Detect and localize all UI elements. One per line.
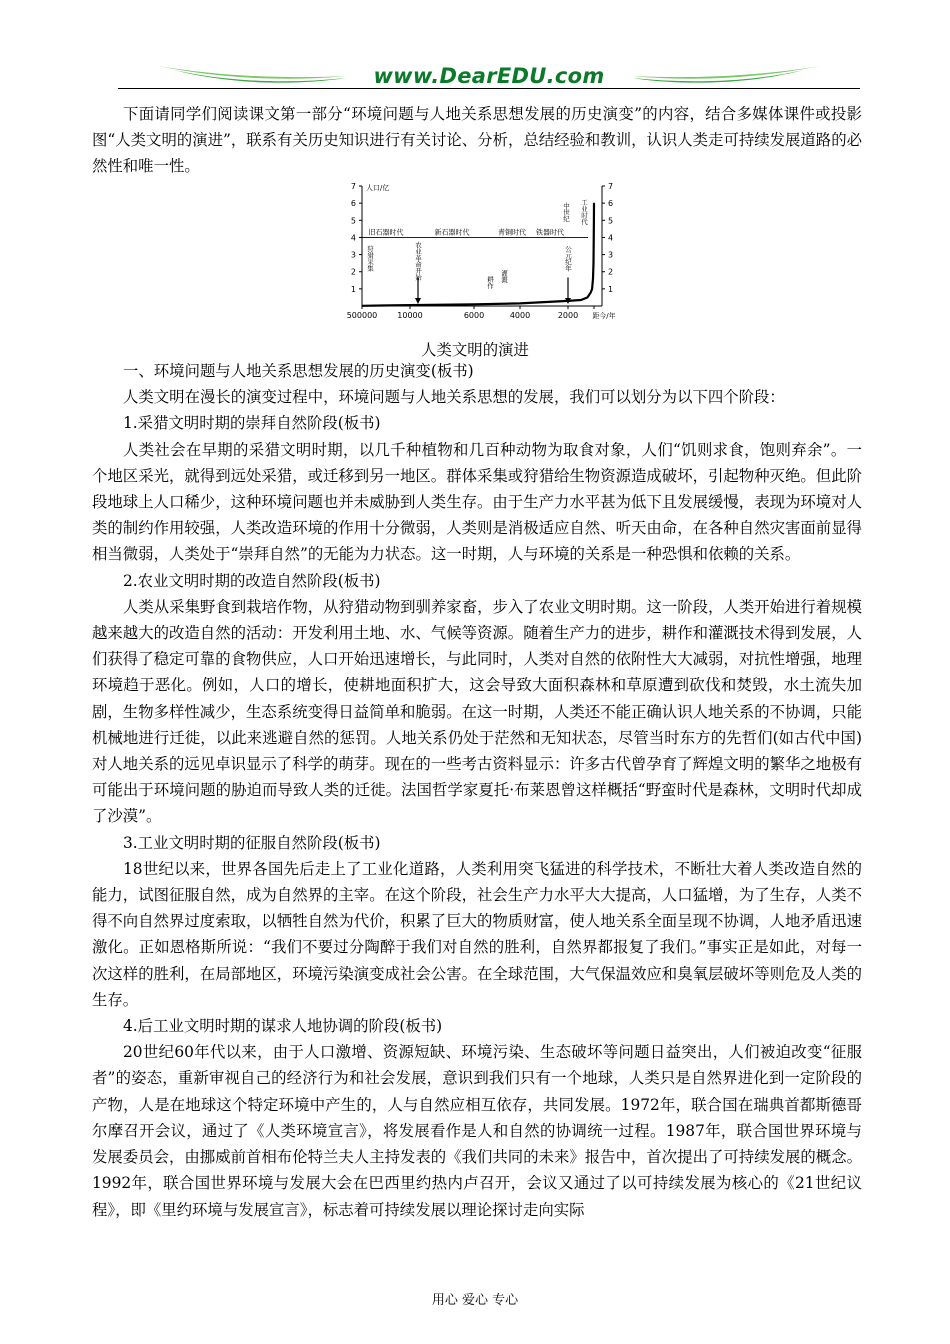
- agri-arrow-head: [415, 298, 421, 304]
- y-tick-label-right: 2: [608, 267, 614, 277]
- y-tick-label-left: 3: [350, 250, 356, 260]
- population-point: [361, 305, 362, 306]
- y-tick-label-left: 2: [350, 267, 356, 277]
- site-name[interactable]: www.DearEDU.com: [373, 64, 605, 88]
- x-tick-label: 10000: [397, 311, 423, 320]
- y-tick-label-right: 4: [608, 233, 614, 243]
- era-label: 青铜时代: [498, 228, 526, 237]
- population-point: [593, 220, 594, 221]
- event-label: 公元纪年: [564, 245, 572, 272]
- section-heading: 一、环境问题与人地关系思想发展的历史演变(板书): [123, 362, 474, 380]
- population-point: [593, 242, 594, 243]
- x-axis-label: 距今/年: [592, 312, 616, 320]
- era-label: 旧石器时代: [368, 228, 404, 237]
- population-point: [593, 203, 594, 204]
- y-tick-label-right: 1: [608, 284, 614, 294]
- y-tick-label-right: 3: [608, 250, 614, 260]
- x-tick-label: 2000: [557, 311, 579, 320]
- chart-caption: 人类文明的演进: [421, 341, 529, 359]
- y-tick-label-left: 1: [350, 284, 356, 294]
- section-paragraph: 人类社会在早期的采猎文明时期，以几千种植物和几百种动物为取食对象，人们“饥则求食，饱则弃余”。一个地区采光，就得到远处采猎，或迁移到另一地区。群体采集或狩猎给生物资源造成破坏，引起物种灭绝。但此阶段地球上人口稀少，这种环境问题也并未威胁到人类生存。由于生产力水平甚为低下且发展缓慢，表现为环境对人类的制约作用较强，人类改造环境的作用十分微弱，人类则是消极适应自然、听天由命，在各种自然灾害面前显得相当微弱，人类处于“崇拜自然”的无能为力状态。这一时期，人与环境的关系是一种恐惧和依赖的关系。: [92, 440, 862, 564]
- population-point: [591, 288, 592, 289]
- x-tick-label: 500000: [346, 311, 378, 320]
- era-label: 铁器时代: [536, 228, 564, 237]
- y-axis-label: 人口/亿: [366, 184, 390, 192]
- section-heading: 2.农业文明时期的改造自然阶段(板书): [123, 571, 381, 590]
- section-paragraph: 人类从采集野食到栽培作物，从狩猎动物到驯养家畜，步入了农业文明时期。这一阶段，人类开始进行着规模越来越大的改造自然的活动：开发利用土地、水、气候等资源。随着生产力的进步，耕作和灌溉技术得到发展，人们获得了稳定可靠的食物供应，人口开始迅速增长，与此同时，人类对自然的依附性大大减弱，对抗性增强，地理环境趋于恶化。例如，人口的增长，使耕地面积扩大，这会导致大面积森林和草原遭到砍伐和焚毁，水土流失加剧，生物多样性减少，生态系统变得日益简单和脆弱。在这一时期，人类还不能正确认识人地关系的不协调，只能机械地进行迁徙，以此来逃避自然的惩罚。人地关系仍处于茫然和无知状态，尽管当时东方的先哲们(如古代中国)对人地关系的远见卓识显示了科学的萌芽。现在的一些考古资料显示：许多古代曾孕育了辉煌文明的繁华之地极有可能出于环境问题的胁迫而导致人类的迁徙。法国哲学家夏托·布莱恩曾这样概括“野蛮时代是森林，文明时代却成了沙漠”。: [92, 597, 862, 826]
- population-point: [593, 263, 594, 264]
- page-footer: 用心 爱心 专心: [431, 1293, 519, 1308]
- era-label: 中世纪: [562, 202, 570, 222]
- population-point: [567, 300, 568, 301]
- event-label: 耕作: [486, 276, 494, 289]
- y-tick-label-right: 7: [608, 182, 614, 191]
- intro-paragraph: 下面请同学们阅读课文第一部分“环境问题与人地关系思想发展的历史演变”的内容，结合多媒体课件或投影图“人类文明的演进”，联系有关历史知识进行有关讨论、分析，总结经验和教训，认识人类走可持续发展道路的必然性和唯一性。: [92, 105, 862, 176]
- section-heading: 3.工业文明时期的征服自然阶段(板书): [123, 833, 381, 852]
- population-point: [580, 299, 581, 300]
- y-tick-label-left: 4: [350, 233, 356, 243]
- population-point: [590, 292, 591, 293]
- section-paragraph: 18世纪以来，世界各国先后走上了工业化道路，人类利用突飞猛进的科学技术，不断壮大着人类改造自然的能力，试图征服自然，成为自然界的主宰。在这个阶段，社会生产力水平大大提高，人口猛增，为了生存，人类不得不向自然界过度索取，以牺牲自然为代价，积累了巨大的物质财富，使人地关系全面呈现不协调，人地矛盾迅速激化。正如恩格斯所说：“我们不要过分陶醉于我们对自然的胜利，自然界都报复了我们。”事实正是如此，对每一次这样的胜利，在局部地区，环境污染演变成社会公害。在全球范围，大气保温效应和臭氧层破坏等则危及人类的生存。: [92, 859, 862, 1009]
- y-tick-label-left: 5: [350, 216, 356, 226]
- population-point: [519, 303, 520, 304]
- intro-block: [92, 101, 862, 180]
- section-paragraph: 20世纪60年代以来，由于人口激增、资源短缺、环境污染、生态破坏等问题日益突出，人们被迫改变“征服者”的姿态，重新审视自己的经济行为和社会发展，意识到我们只有一个地球，人类只是自然界进化到一定阶段的产物，人是在地球这个特定环境中产生的，人与自然应相互依存，共同发展。1972年，联合国在瑞典首都斯德哥尔摩召开会议，通过了《人类环境宣言》，将发展看作是人和自然的协调统一过程。1987年，联合国世界环境与发展委员会，由挪威前首相布伦特兰夫人主持发表的《我们共同的未来》报告中，首次提出了可持续发展的概念。1992年，联合国世界环境与发展大会在巴西里约热内卢召开，会议又通过了以可持续发展为核心的《21世纪议程》，即《里约环境与发展宣言》，标志着可持续发展以理论探讨走向实际: [92, 1043, 862, 1219]
- section-heading: 4.后工业文明时期的谋求人地协调的阶段(板书): [123, 1017, 443, 1036]
- population-point: [592, 278, 593, 279]
- era-label: 工业时代: [580, 199, 588, 225]
- population-chart: [340, 178, 640, 320]
- x-tick-label: 6000: [463, 311, 485, 320]
- y-tick-label-left: 7: [350, 182, 356, 191]
- y-tick-label-right: 5: [608, 216, 614, 226]
- y-tick-label-left: 6: [350, 199, 356, 209]
- y-tick-label-right: 6: [608, 199, 614, 209]
- event-label: 狩猎采集: [366, 245, 374, 272]
- section-heading: 1.采猎文明时期的崇拜自然阶段(板书): [123, 414, 381, 433]
- population-point: [409, 305, 410, 306]
- population-curve: [362, 203, 594, 306]
- event-label: 农业革命开始: [414, 241, 422, 281]
- population-point: [587, 297, 588, 298]
- section-paragraph: 人类文明在漫长的演变过程中，环境问题与人地关系思想的发展，我们可以划分为以下四个阶段：: [123, 388, 785, 407]
- era-label: 新石器时代: [434, 228, 470, 237]
- x-tick-label: 4000: [509, 311, 531, 320]
- article-body: [92, 358, 862, 1223]
- header-rule: [118, 88, 860, 89]
- population-point: [473, 304, 474, 305]
- event-label: 灌溉: [500, 270, 508, 283]
